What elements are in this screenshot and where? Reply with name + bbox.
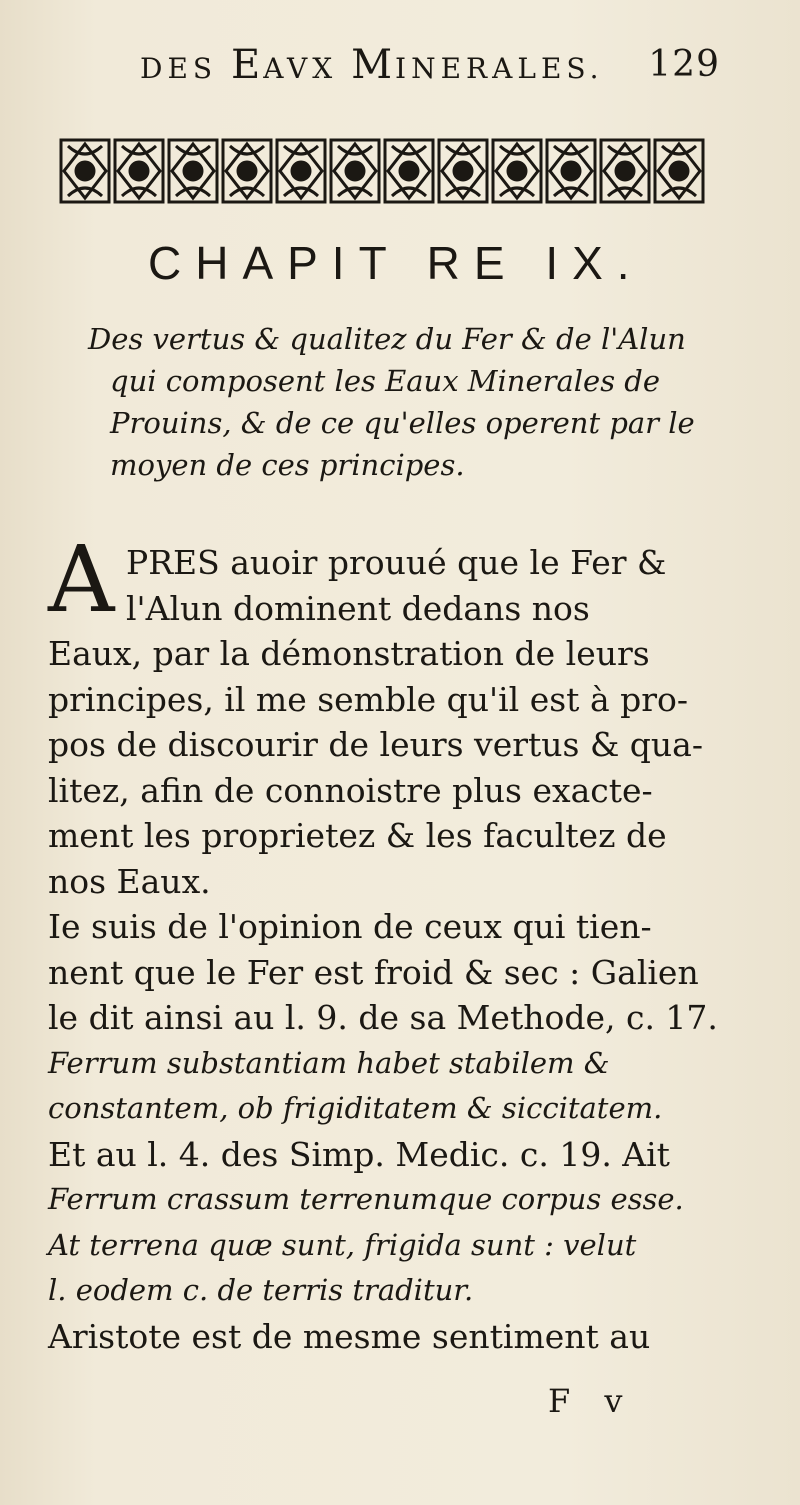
- text-line: l'Alun dominent dedans nos: [126, 588, 590, 628]
- ornament-tile: [493, 140, 541, 202]
- text-line: Eaux, par la démonstration de leurs: [48, 634, 650, 673]
- text-line: nos Eaux.: [48, 861, 211, 901]
- text-line: ment les proprietez & les facultez de: [48, 816, 667, 855]
- text-line: PRES auoir prouué que le Fer &: [126, 543, 667, 582]
- text-line: Ferrum crassum terrenumque corpus esse.: [48, 1182, 684, 1216]
- summary-line: qui composent les Eaux Minerales de: [110, 364, 661, 398]
- catchword: F v: [548, 1382, 635, 1420]
- drop-cap: A: [48, 526, 115, 633]
- printers-ornament-band: [58, 132, 708, 210]
- text-line: pos de discourir de leurs vertus & qua-: [48, 725, 704, 764]
- ornament-tile: [439, 140, 487, 202]
- ornament-tile: [223, 140, 271, 202]
- ornament-tile: [277, 140, 325, 202]
- ornament-tile: [115, 140, 163, 202]
- page-number: 129: [648, 44, 720, 85]
- text-line: Aristote est de mesme sentiment au: [48, 1316, 651, 1356]
- ornament-tile: [61, 140, 109, 202]
- running-head: [140, 42, 720, 98]
- text-line: constantem, ob frigiditatem & siccitatem.: [48, 1091, 663, 1125]
- ornament-tile: [331, 140, 379, 202]
- summary-line: Prouins, & de ce qu'elles operent par le: [110, 406, 695, 440]
- running-head-title: DES EAVX MINERALES.: [140, 42, 604, 88]
- ornament-tile: [385, 140, 433, 202]
- ornament-tile: [601, 140, 649, 202]
- summary-line: Des vertus & qualitez du Fer & de l'Alun: [88, 322, 686, 356]
- chapter-heading: CHAPIT RE IX.: [148, 237, 644, 289]
- ornament-tile: [655, 140, 703, 202]
- text-line: nent que le Fer est froid & sec : Galien: [48, 952, 699, 992]
- text-line: litez, afin de connoistre plus exacte-: [48, 770, 653, 810]
- body-text: [48, 540, 728, 1359]
- text-line: principes, il me semble qu'il est à pro-: [48, 679, 689, 719]
- text-line: le dit ainsi au l. 9. de sa Methode, c. 17.: [48, 998, 718, 1037]
- chapter-summary: [88, 318, 718, 486]
- text-line: Et au l. 4. des Simp. Medic. c. 19. Ait: [48, 1134, 670, 1174]
- text-line: At terrena quæ sunt, frigida sunt : velut: [48, 1227, 637, 1262]
- text-line: l. eodem c. de terris traditur.: [48, 1273, 474, 1307]
- text-line: Ie suis de l'opinion de ceux qui tien-: [48, 907, 652, 946]
- ornament-tile: [547, 140, 595, 202]
- ornament-tile: [169, 140, 217, 202]
- text-line: Ferrum substantiam habet stabilem &: [48, 1045, 610, 1080]
- summary-line: moyen de ces principes.: [110, 448, 465, 482]
